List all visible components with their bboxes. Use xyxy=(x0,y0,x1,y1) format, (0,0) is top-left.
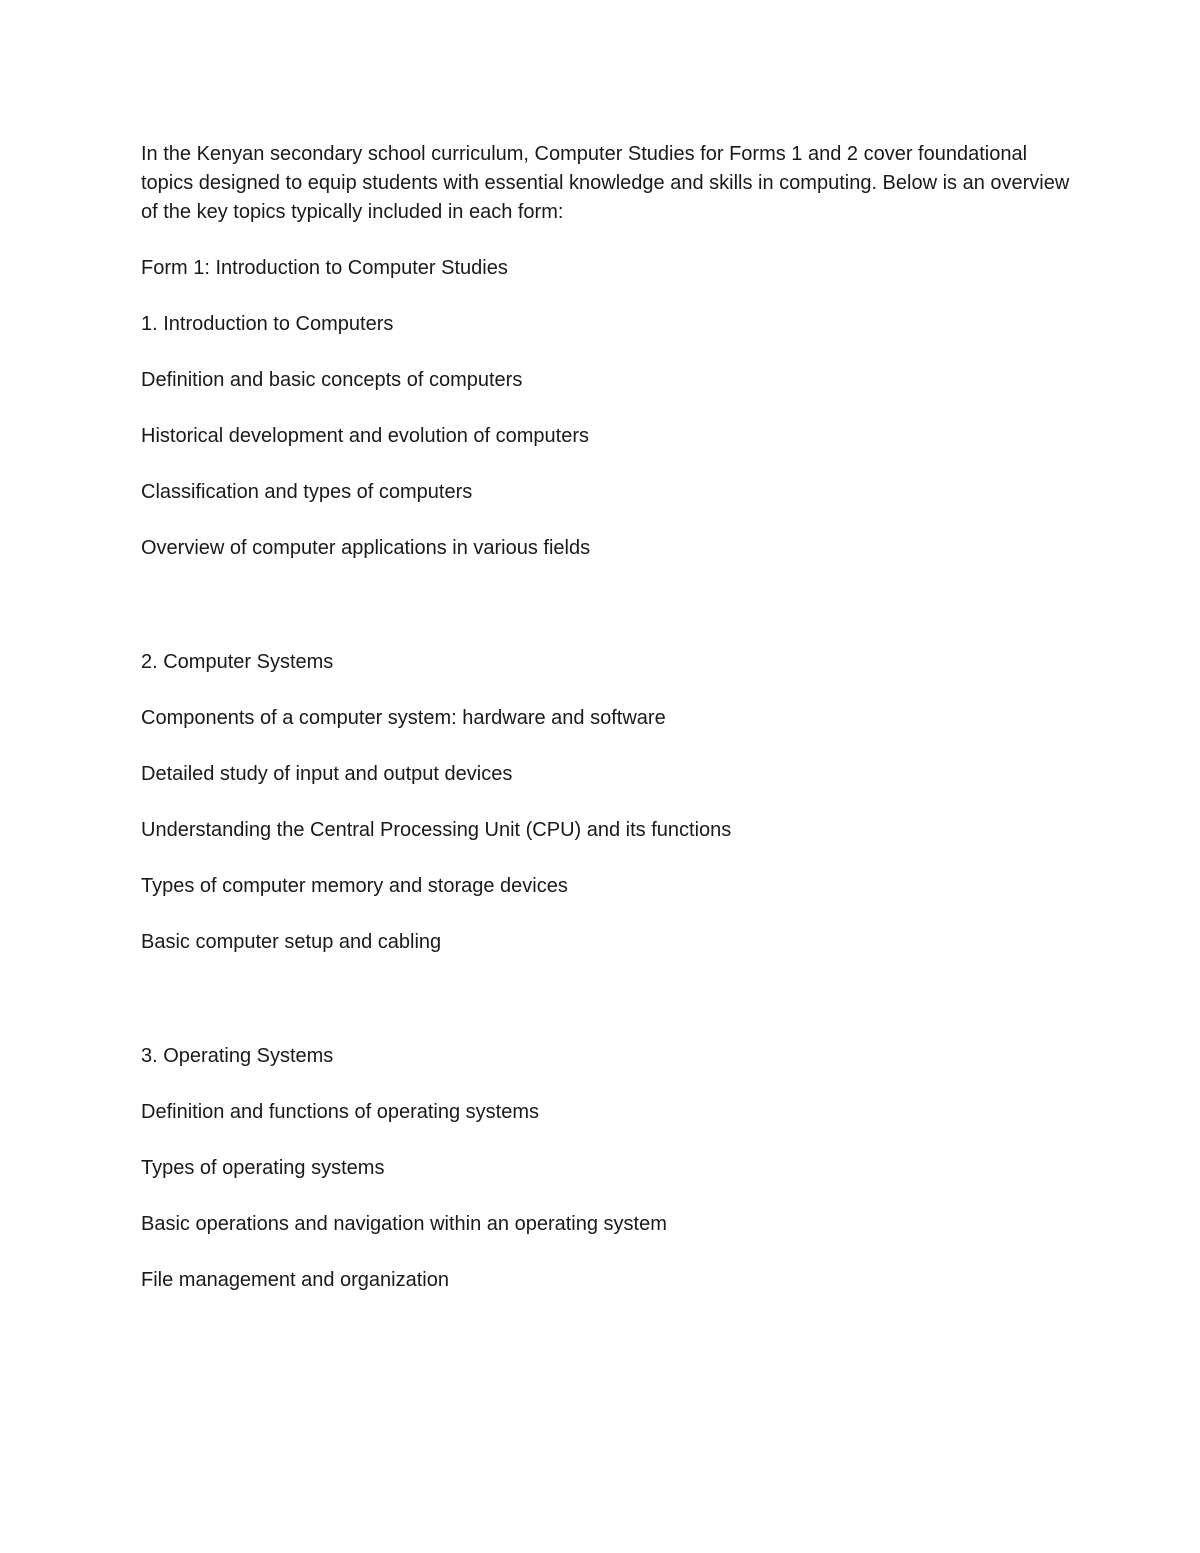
topic-item: Understanding the Central Processing Unit (CPU) and its functions xyxy=(141,819,732,841)
topic-item: File management and organization xyxy=(141,1269,449,1291)
topic-item: Basic operations and navigation within an operating system xyxy=(141,1213,667,1235)
topic-item: Historical development and evolution of computers xyxy=(141,425,590,447)
section-heading: 1. Introduction to Computers xyxy=(141,313,394,335)
document-body xyxy=(141,140,1081,1295)
section-computer-systems xyxy=(141,648,1081,957)
topic-item: Components of a computer system: hardware and software xyxy=(141,707,666,729)
topic-item: Detailed study of input and output devices xyxy=(141,763,513,785)
section-operating-systems xyxy=(141,1042,1081,1295)
section-heading: 2. Computer Systems xyxy=(141,651,334,673)
topic-item: Overview of computer applications in various fields xyxy=(141,537,591,559)
topic-item: Basic computer setup and cabling xyxy=(141,931,442,953)
form-heading: Form 1: Introduction to Computer Studies xyxy=(141,257,508,279)
section-heading: 3. Operating Systems xyxy=(141,1045,334,1067)
topic-item: Definition and basic concepts of computers xyxy=(141,369,523,391)
topic-item: Types of computer memory and storage devices xyxy=(141,875,568,897)
section-introduction-to-computers xyxy=(141,310,1081,563)
intro-paragraph: In the Kenyan secondary school curriculum, Computer Studies for Forms 1 and 2 cover foundational topics designed to equip students with essential knowledge and skills in computing. Below is an overview of the key topics typically included in each form: xyxy=(141,143,1070,223)
topic-item: Definition and functions of operating systems xyxy=(141,1101,539,1123)
topic-item: Types of operating systems xyxy=(141,1157,385,1179)
topic-item: Classification and types of computers xyxy=(141,481,473,503)
